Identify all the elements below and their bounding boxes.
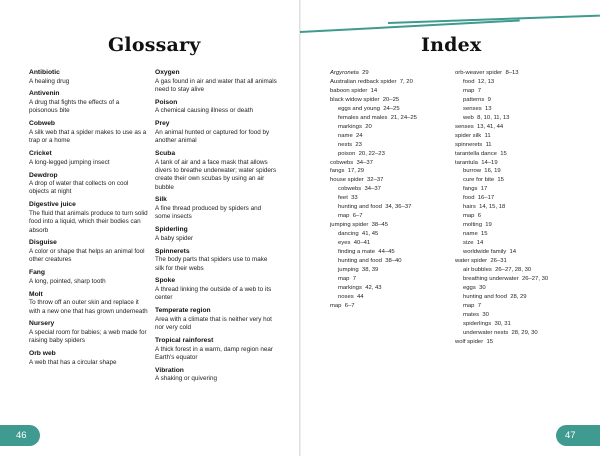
index-page-numbers: 20 (365, 123, 372, 130)
index-entry (330, 176, 454, 185)
glossary-definition: A long, pointed, sharp tooth (29, 277, 106, 285)
index-page-numbers: 29 (362, 70, 369, 76)
index-term: water spider (455, 258, 488, 265)
index-entry (330, 78, 454, 87)
index-subentry (455, 320, 585, 329)
index-entry (455, 338, 585, 347)
glossary-term: Cobweb (29, 120, 56, 128)
glossary-entry (29, 291, 148, 316)
index-subentry (455, 167, 585, 176)
index-subentry (330, 239, 454, 248)
glossary-definition: A tank of air and a face mask that allows divers to breathe underwater; water spiders create their own scubas by using an air bubble (155, 158, 277, 191)
index-term: Australian redback spider (330, 78, 397, 85)
index-term: cobwebs (330, 159, 354, 166)
index-page-numbers: 42, 43 (365, 284, 382, 291)
glossary-term: Orb web (29, 350, 56, 358)
index-subentry (455, 275, 585, 284)
index-subentry (455, 176, 585, 185)
index-subentry (330, 203, 454, 212)
index-term: feet (338, 195, 348, 202)
index-term: eggs and young (338, 105, 380, 112)
glossary-term: Digestive juice (29, 201, 76, 209)
glossary-entry (29, 172, 148, 197)
glossary-title: Glossary (108, 34, 201, 56)
index-term: spider silk (455, 132, 482, 139)
index-term: hunting and food (338, 258, 382, 265)
glossary-definition: To throw off an outer skin and replace it with a new one that has grown underneath (29, 299, 148, 315)
index-term: food (463, 78, 475, 85)
index-page-numbers: 24–25 (383, 105, 400, 112)
index-page-numbers: 38–40 (385, 258, 402, 265)
index-term: fangs (330, 168, 345, 175)
glossary-term: Spoke (155, 277, 176, 285)
index-subentry (330, 257, 454, 266)
glossary-term: Spiderling (155, 226, 188, 234)
index-page-numbers: 24 (356, 132, 363, 139)
index-subentry (455, 114, 585, 123)
index-term: tarantula (455, 159, 478, 166)
glossary-column-1 (29, 69, 148, 372)
index-page-numbers: 12, 13 (477, 78, 495, 85)
index-page-numbers: 33 (351, 195, 358, 202)
index-subentry (330, 212, 454, 221)
index-subentry (455, 203, 585, 212)
glossary-definition: A special room for babies; a web made for raising baby spiders (29, 329, 147, 345)
index-term: eyes (338, 240, 351, 247)
glossary-definition: A drug that fights the effects of a poisonous bite (29, 99, 120, 115)
index-term: black widow spider (330, 96, 380, 103)
index-page-numbers: 38, 39 (361, 266, 379, 273)
glossary-definition: A thread linking the outside of a web to its center (155, 286, 272, 302)
index-page-numbers: 38–45 (371, 222, 388, 229)
index-term: markings (338, 123, 362, 130)
index-page-numbers: 7 (477, 302, 482, 309)
glossary-term: Prey (155, 120, 170, 128)
glossary-entry (155, 248, 277, 273)
index-title: Index (421, 34, 482, 56)
index-subentry (330, 275, 454, 284)
index-term: molting (463, 222, 482, 229)
index-entry (330, 221, 454, 230)
index-column-2 (455, 69, 585, 347)
glossary-entry (155, 307, 277, 332)
index-subentry (330, 284, 454, 293)
index-subentry (455, 311, 585, 320)
index-entry (455, 123, 585, 132)
glossary-term: Oxygen (155, 69, 180, 76)
index-term: size (463, 240, 474, 247)
index-subentry (330, 132, 454, 141)
index-page-numbers: 16, 19 (484, 168, 501, 175)
index-page-numbers: 7, 20 (399, 78, 413, 85)
index-entry (455, 69, 585, 78)
index-page-numbers: 15 (486, 338, 493, 345)
glossary-term: Poison (155, 98, 178, 106)
glossary-definition: A long-legged jumping insect (29, 158, 110, 166)
index-entry (330, 69, 454, 78)
index-page-numbers: 6–7 (344, 302, 355, 309)
index-term: map (338, 275, 350, 282)
index-subentry (455, 105, 585, 114)
glossary-term: Silk (155, 196, 167, 204)
index-page-numbers: 7 (477, 87, 482, 94)
index-entry (330, 159, 454, 168)
index-page-numbers: 15 (500, 150, 507, 157)
index-term: patterns (463, 96, 485, 103)
glossary-definition: A thick forest in a warm, damp region near Earth's equator (155, 345, 273, 361)
glossary-entry (155, 99, 277, 116)
index-term: map (338, 213, 350, 220)
index-page-numbers: 34–37 (364, 186, 381, 193)
index-page-numbers: 44 (357, 293, 364, 300)
glossary-entry (29, 320, 148, 345)
index-subentry (455, 221, 585, 230)
index-term: map (463, 302, 475, 309)
index-page-numbers: 17 (480, 186, 488, 193)
index-subentry (455, 266, 585, 275)
glossary-entry (155, 367, 277, 384)
index-term: house spider (330, 177, 364, 184)
glossary-definition: A color or shape that helps an animal fool other creatures (29, 247, 145, 264)
index-page-numbers: 41, 45 (361, 231, 379, 238)
glossary-definition: Area with a climate that is neither very hot nor very cold (155, 315, 272, 332)
index-page-numbers: 28, 29 (510, 293, 527, 300)
index-page-numbers: 6 (477, 213, 482, 220)
index-term: tarantella dance (455, 150, 497, 157)
index-page-numbers: 17, 29 (347, 168, 365, 175)
glossary-entry (155, 337, 277, 362)
index-term: web (463, 114, 474, 121)
index-subentry (455, 78, 585, 87)
index-entry (330, 302, 454, 311)
index-term: air bubbles (463, 266, 492, 273)
index-page-numbers: 15 (481, 231, 488, 238)
index-entry (455, 141, 585, 150)
glossary-term: Scuba (155, 150, 176, 158)
index-term: baboon spider (330, 87, 368, 94)
glossary-entry (29, 239, 148, 264)
index-subentry (330, 248, 454, 257)
index-term: wolf spider (455, 338, 484, 345)
index-term: females and males (338, 114, 388, 121)
glossary-definition: A fine thread produced by spiders and some insects (155, 205, 262, 221)
glossary-term: Antivenin (29, 90, 60, 98)
index-page-numbers: 34, 36–37 (385, 204, 412, 211)
glossary-term: Disguise (29, 239, 57, 247)
index-page-numbers: 19 (485, 222, 492, 229)
index-term: name (463, 231, 478, 238)
index-subentry (330, 114, 454, 123)
index-page-numbers: 7 (352, 275, 357, 282)
index-subentry (455, 329, 585, 338)
index-subentry (455, 248, 585, 257)
index-page-numbers: 13 (484, 105, 492, 112)
index-term: map (463, 87, 475, 94)
index-term: spinnerets (455, 141, 483, 148)
index-term: dancing (338, 231, 359, 238)
page-number-left: 46 (0, 425, 40, 446)
index-page-numbers: 21, 24–25 (390, 114, 417, 121)
index-subentry (330, 266, 454, 275)
index-entry (455, 257, 585, 266)
glossary-entry (155, 120, 277, 145)
index-term: underwater nests (463, 329, 509, 336)
index-page-numbers: 44–45 (378, 249, 395, 256)
index-term: spiderlings (463, 320, 492, 327)
index-subentry (330, 150, 454, 159)
index-page-numbers: 14 (509, 249, 517, 256)
page-gutter (299, 0, 301, 456)
index-term: senses (455, 123, 474, 130)
glossary-term: Tropical rainforest (155, 337, 214, 345)
index-entry (455, 150, 585, 159)
index-term: orb-weaver spider (455, 70, 503, 76)
index-subentry (455, 284, 585, 293)
index-page-numbers: 8, 10, 11, 13 (477, 114, 510, 121)
index-page-numbers: 20, 22–23 (358, 150, 385, 157)
glossary-entry (29, 201, 148, 234)
index-page-numbers: 40–41 (353, 240, 371, 247)
index-term: fangs (463, 186, 478, 193)
glossary-definition: A shaking or quivering (155, 375, 217, 383)
index-page-numbers: 6–7 (352, 213, 363, 220)
index-term: markings (338, 284, 362, 291)
index-subentry (455, 194, 585, 203)
glossary-entry (155, 277, 277, 302)
index-subentry (330, 105, 454, 114)
index-page-numbers: 13, 41, 44 (476, 123, 504, 130)
glossary-entry (155, 196, 277, 221)
index-page-numbers: 30 (479, 284, 486, 291)
glossary-definition: A silk web that a spider makes to use as a trap or a home (29, 128, 147, 145)
glossary-column-2 (155, 69, 277, 388)
glossary-entry (155, 150, 277, 192)
glossary-term: Fang (29, 269, 45, 277)
index-subentry (455, 185, 585, 194)
index-term: eggs (463, 284, 476, 291)
index-page-numbers: 26–27, 30 (521, 275, 549, 282)
glossary-term: Dewdrop (29, 171, 58, 179)
index-term: burrow (463, 168, 482, 175)
index-term: cure for bite (463, 177, 495, 184)
glossary-definition: A healing drug (29, 77, 70, 85)
index-column-1 (330, 69, 454, 311)
glossary-definition: A drop of water that collects on cool objects at night (29, 180, 129, 196)
index-subentry (330, 123, 454, 132)
index-term: worldwide family (463, 249, 507, 256)
index-term: hairs (463, 204, 476, 211)
glossary-definition: A baby spider (155, 234, 194, 242)
glossary-entry (155, 69, 277, 94)
index-term: cobwebs (338, 186, 362, 193)
index-term: Argyroneta (330, 70, 359, 76)
glossary-term: Molt (29, 290, 43, 298)
index-page-numbers: 32–37 (367, 177, 384, 184)
glossary-term: Temperate region (155, 307, 211, 315)
index-page-numbers: 9 (487, 96, 491, 103)
index-entry (330, 87, 454, 96)
index-subentry (330, 293, 454, 302)
index-subentry (455, 96, 585, 105)
index-term: name (338, 132, 353, 139)
index-subentry (330, 185, 454, 194)
index-page-numbers: 20–25 (382, 96, 400, 103)
glossary-entry (29, 350, 148, 367)
glossary-entry (29, 150, 148, 167)
index-page-numbers: 14–19 (481, 159, 498, 166)
index-subentry (455, 239, 585, 248)
glossary-term: Cricket (29, 150, 52, 158)
glossary-entry (29, 69, 148, 86)
glossary-term: Vibration (155, 366, 184, 374)
index-term: finding a mate (338, 249, 376, 256)
index-term: map (463, 213, 475, 220)
index-term: senses (463, 105, 482, 112)
index-subentry (455, 293, 585, 302)
index-page-numbers: 30, 31 (494, 320, 511, 327)
index-subentry (455, 87, 585, 96)
glossary-entry (29, 120, 148, 145)
index-page-numbers: 14, 15, 18 (479, 204, 506, 211)
index-subentry (330, 230, 454, 239)
index-page-numbers: 8–13 (505, 70, 519, 76)
index-subentry (455, 230, 585, 239)
glossary-term: Antibiotic (29, 69, 60, 76)
index-page-numbers: 16–17 (477, 195, 495, 202)
index-subentry (330, 194, 454, 203)
index-subentry (455, 302, 585, 311)
glossary-definition: The fluid that animals produce to turn solid food into a liquid, which their bodies can absorb (29, 209, 148, 234)
index-term: noses (338, 293, 354, 300)
glossary-definition: The body parts that spiders use to make silk for their webs (155, 256, 268, 272)
glossary-entry (155, 226, 277, 243)
glossary-term: Spinnerets (155, 247, 190, 255)
index-page-numbers: 14 (476, 240, 484, 247)
index-page-numbers: 26–27, 28, 30 (495, 266, 532, 273)
glossary-definition: A chemical causing illness or death (155, 107, 254, 115)
index-page-numbers: 26–31 (490, 258, 507, 265)
index-page-numbers: 28, 29, 30 (511, 329, 538, 336)
glossary-definition: An animal hunted or captured for food by another animal (155, 128, 270, 145)
index-term: poison (338, 150, 356, 157)
index-page-numbers: 11 (484, 132, 491, 139)
index-page-numbers: 11 (485, 141, 492, 148)
index-page-numbers: 14 (370, 87, 378, 94)
index-page-numbers: 15 (497, 177, 504, 184)
index-term: hunting and food (338, 204, 382, 211)
index-entry (330, 167, 454, 176)
index-entry (455, 132, 585, 141)
index-term: food (463, 195, 475, 202)
index-entry (330, 96, 454, 105)
index-term: breathing underwater (463, 275, 519, 282)
glossary-term: Nursery (29, 320, 55, 328)
index-page-numbers: 23 (355, 141, 362, 148)
index-term: mates (463, 311, 480, 318)
index-term: hunting and food (463, 293, 507, 300)
glossary-definition: A gas found in air and water that all animals need to stay alive (155, 77, 277, 93)
index-subentry (330, 141, 454, 150)
index-term: map (330, 302, 342, 309)
glossary-definition: A web that has a circular shape (29, 358, 117, 366)
glossary-entry (29, 269, 148, 286)
index-term: jumping spider (330, 222, 369, 229)
page-number-right: 47 (556, 425, 600, 446)
index-subentry (455, 212, 585, 221)
index-page-numbers: 34–37 (356, 159, 373, 166)
index-page-numbers: 30 (482, 311, 489, 318)
index-term: nests (338, 141, 353, 148)
glossary-entry (29, 90, 148, 115)
index-entry (455, 159, 585, 168)
index-term: jumping (338, 266, 359, 273)
